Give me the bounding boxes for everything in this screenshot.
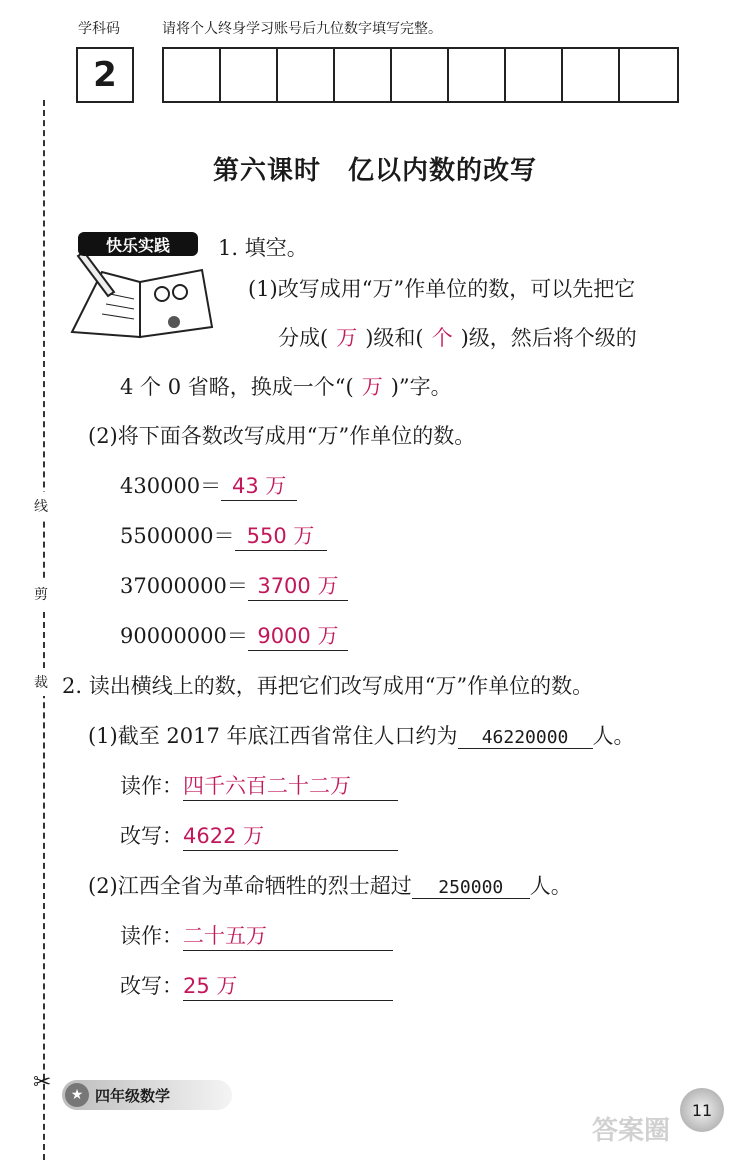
q1-item-answer: 9000 万	[248, 620, 348, 651]
rewrite-label: 改写：	[120, 974, 183, 998]
q2-s1-number: 46220000	[458, 727, 593, 749]
star-icon: ★	[65, 1083, 89, 1107]
q2-s2-rewrite	[120, 970, 393, 1001]
q1-item-answer: 43 万	[221, 470, 297, 501]
q1-p1-text: )”字。	[390, 375, 452, 399]
q1-answer-1: 万	[336, 326, 358, 350]
read-label: 读作：	[120, 924, 183, 948]
q2-s2-number: 250000	[412, 877, 530, 899]
digit-box[interactable]	[392, 49, 449, 101]
grade-label	[62, 1080, 232, 1110]
q2-s1-rewrite	[120, 820, 398, 851]
q2-s1-text: (1)截至 2017 年底江西省常住人口约为	[88, 724, 458, 748]
q1-p1-text: )级，然后将个级的	[460, 326, 637, 350]
q1-item-number: 90000000＝	[120, 624, 248, 648]
digit-box[interactable]	[620, 49, 677, 101]
digit-box[interactable]	[335, 49, 392, 101]
cut-mark-jian: 剪	[34, 580, 48, 608]
q2-s1-read	[120, 770, 398, 801]
watermark: 答案圈	[592, 1116, 671, 1146]
page-title: 第六课时 亿以内数的改写	[212, 156, 537, 186]
subject-code-box: 2	[76, 47, 134, 103]
q1-p1-line3	[120, 371, 452, 401]
rewrite-label: 改写：	[120, 824, 183, 848]
q1-item-number: 37000000＝	[120, 574, 248, 598]
section-badge: 快乐实践	[78, 232, 198, 256]
cut-dashed-line	[43, 100, 45, 1160]
read-label: 读作：	[120, 774, 183, 798]
digit-box[interactable]	[506, 49, 563, 101]
q1-item-number: 430000＝	[120, 474, 222, 498]
q2-s2-read-answer: 二十五万	[183, 920, 393, 951]
q1-p1-line1: (1)改写成用“万”作单位的数，可以先把它	[248, 277, 636, 301]
subject-code-label: 学科码	[78, 21, 120, 37]
q1-p1-line2	[278, 322, 637, 352]
q2-s2-prompt	[88, 870, 572, 900]
grade-text: 四年级数学	[95, 1086, 171, 1105]
digit-box[interactable]	[164, 49, 221, 101]
page-number: 11	[680, 1088, 724, 1132]
q2-s2-read	[120, 920, 393, 951]
cut-mark-cai: 裁	[34, 668, 48, 696]
q2-heading: 2. 读出横线上的数，再把它们改写成用“万”作单位的数。	[62, 674, 594, 698]
digit-box[interactable]	[221, 49, 278, 101]
digit-box[interactable]	[563, 49, 620, 101]
digit-box[interactable]	[278, 49, 335, 101]
q1-p2-prompt: (2)将下面各数改写成用“万”作单位的数。	[88, 424, 476, 448]
q1-p1-text: 4 个 0 省略，换成一个“(	[120, 375, 354, 399]
scissors-icon: ✂	[33, 1070, 52, 1095]
q1-item	[120, 470, 297, 501]
q1-item-answer: 3700 万	[248, 570, 348, 601]
q1-item-number: 5500000＝	[120, 524, 235, 548]
q1-item	[120, 520, 327, 551]
q2-s1-prompt	[88, 720, 635, 750]
q1-answer-2: 个	[431, 326, 453, 350]
q1-item	[120, 620, 348, 651]
q2-s2-text: (2)江西全省为革命牺牲的烈士超过	[88, 874, 412, 898]
account-digit-boxes[interactable]	[162, 47, 679, 103]
q2-s2-text: 人。	[529, 874, 572, 898]
q2-s1-text: 人。	[592, 724, 635, 748]
q2-s2-rewrite-answer: 25 万	[183, 970, 393, 1001]
q2-s1-read-answer: 四千六百二十二万	[183, 770, 398, 801]
q1-item	[120, 570, 348, 601]
q1-answer-3: 万	[361, 375, 383, 399]
q1-heading: 1. 填空。	[218, 236, 308, 260]
q1-item-answer: 550 万	[235, 520, 327, 551]
q1-p1-text: 分成(	[278, 326, 329, 350]
account-instruction: 请将个人终身学习账号后九位数字填写完整。	[162, 21, 442, 37]
cut-mark-xian: 线	[34, 492, 48, 520]
q2-s1-rewrite-answer: 4622 万	[183, 820, 398, 851]
digit-box[interactable]	[449, 49, 506, 101]
q1-p1-text: )级和(	[365, 326, 424, 350]
